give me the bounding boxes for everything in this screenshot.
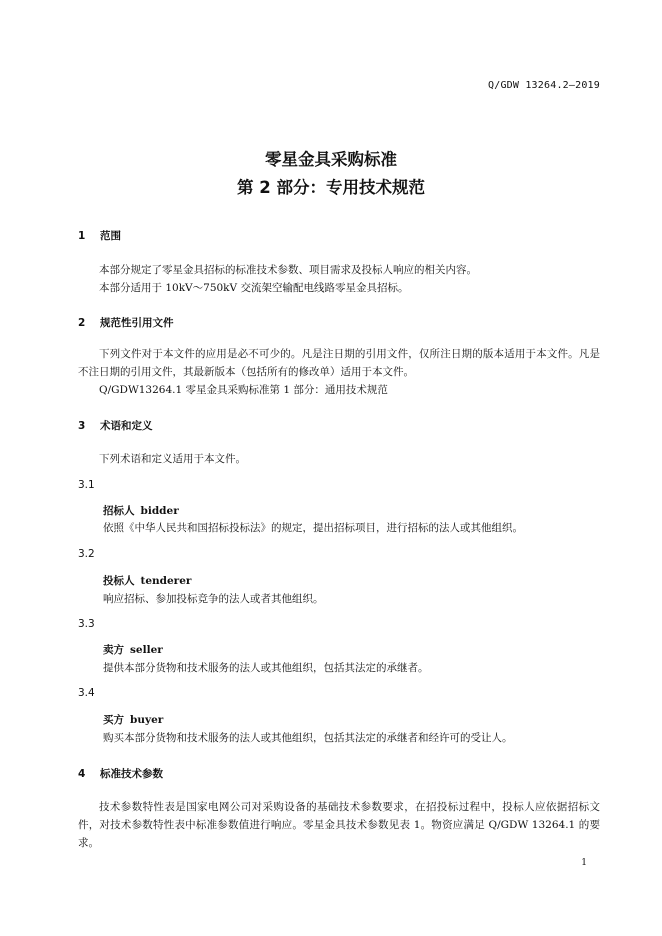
term-cn: 买方	[103, 714, 124, 726]
term-3-4-number: 3.4	[78, 687, 95, 699]
document-subtitle: 第 2 部分：专用技术规范	[237, 178, 425, 197]
section-number: 4	[78, 768, 86, 780]
term-en: bidder	[140, 505, 179, 517]
term-3-3-number: 3.3	[78, 618, 95, 630]
section-number: 1	[78, 230, 86, 242]
term-3-1-number: 3.1	[78, 479, 95, 491]
section-number: 2	[78, 317, 86, 329]
section-2-reference: Q/GDW13264.1 零星金具采购标准第 1 部分：通用技术规范	[99, 384, 388, 396]
section-number: 3	[78, 420, 86, 432]
section-4-para-1: 技术参数特性表是国家电网公司对采购设备的基础技术参数要求，在招投标过程中，投标人应依据招标文件，对技术参数特性表中标准参数值进行响应。零星金具技术参数见表 1。物资应满足 Q/GDW 13264.1 的要求。	[78, 801, 600, 849]
term-3-2-title	[103, 573, 191, 588]
section-title: 术语和定义	[100, 420, 153, 432]
term-en: seller	[130, 644, 163, 656]
section-2-heading	[78, 315, 174, 330]
document-title: 零星金具采购标准	[265, 150, 397, 169]
term-en: buyer	[130, 714, 164, 726]
section-1-heading	[78, 228, 121, 243]
section-title: 标准技术参数	[100, 768, 163, 780]
document-code: Q/GDW 13264.2—2019	[488, 80, 600, 91]
section-4-heading	[78, 766, 163, 781]
term-cn: 卖方	[103, 644, 124, 656]
term-3-3-title	[103, 642, 163, 657]
section-title: 规范性引用文件	[100, 317, 174, 329]
term-3-4-definition: 购买本部分货物和技术服务的法人或其他组织，包括其法定的承继者和经许可的受让人。	[103, 732, 513, 744]
section-2-para-1: 下列文件对于本文件的应用是必不可少的。凡是注日期的引用文件，仅所注日期的版本适用于本文件。凡是不注日期的引用文件，其最新版本（包括所有的修改单）适用于本文件。	[78, 348, 600, 378]
section-title: 范围	[100, 230, 121, 242]
section-3-heading	[78, 418, 153, 433]
section-3-para-1: 下列术语和定义适用于本文件。	[99, 453, 246, 465]
term-3-2-number: 3.2	[78, 548, 95, 560]
term-3-1-definition: 依照《中华人民共和国招标投标法》的规定，提出招标项目，进行招标的法人或其他组织。	[103, 522, 523, 534]
section-1-para-2: 本部分适用于 10kV～750kV 交流架空输配电线路零星金具招标。	[99, 282, 409, 294]
term-en: tenderer	[140, 575, 192, 587]
page-number: 1	[581, 858, 587, 868]
term-3-1-title	[103, 503, 179, 518]
term-3-3-definition: 提供本部分货物和技术服务的法人或其他组织，包括其法定的承继者。	[103, 662, 429, 674]
term-3-2-definition: 响应招标、参加投标竞争的法人或者其他组织。	[103, 593, 324, 605]
section-1-para-1: 本部分规定了零星金具招标的标准技术参数、项目需求及投标人响应的相关内容。	[99, 264, 477, 276]
term-cn: 投标人	[103, 575, 135, 587]
term-cn: 招标人	[103, 505, 135, 517]
term-3-4-title	[103, 712, 163, 727]
